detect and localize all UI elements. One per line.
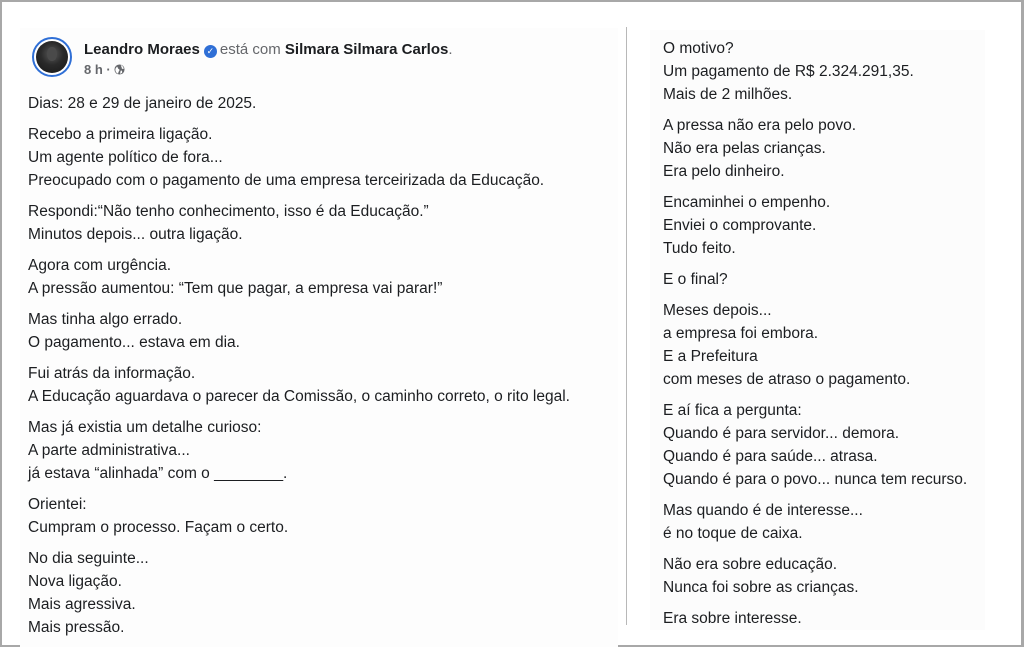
author-line: [84, 40, 453, 59]
post-paragraph: [28, 416, 618, 485]
post-text-line: Era pelo dinheiro.: [663, 163, 785, 180]
author-avatar[interactable]: [32, 37, 72, 77]
post-text-line: Não era sobre educação.: [663, 556, 838, 573]
post-body-left: [28, 92, 618, 647]
post-meta: [84, 40, 453, 77]
post-text-line: Não era pelas crianças.: [663, 140, 826, 157]
verified-badge-icon: ✓: [204, 45, 217, 58]
post-text-line: com meses de atraso o pagamento.: [663, 371, 911, 388]
post-paragraph: [28, 254, 618, 300]
post-text-line: Mas tinha algo errado.: [28, 311, 183, 328]
post-text-line: Enviei o comprovante.: [663, 217, 817, 234]
post-header: [32, 37, 453, 77]
post-text-line: E a Prefeitura: [663, 348, 758, 365]
post-paragraph: [663, 607, 1003, 630]
post-paragraph: [663, 553, 1003, 599]
post-text-line: Recebo a primeira ligação.: [28, 126, 213, 143]
post-paragraph: [663, 399, 1003, 491]
tagged-user-link[interactable]: Silmara Silmara Carlos: [284, 41, 449, 58]
post-text-line: Mas já existia um detalhe curioso:: [28, 419, 262, 436]
post-time-line: [84, 62, 453, 77]
post-text-line: é no toque de caixa.: [663, 525, 803, 542]
post-paragraph: [663, 268, 1003, 291]
post-text-line: No dia seguinte...: [28, 550, 149, 567]
post-text-line: Nova ligação.: [28, 573, 122, 590]
avatar-photo: [36, 41, 68, 73]
globe-icon: [114, 64, 125, 75]
post-text-line: Mas quando é de interesse...: [663, 502, 863, 519]
post-text-line: Um agente político de fora...: [28, 149, 223, 166]
post-paragraph: [663, 114, 1003, 183]
post-paragraph: [663, 299, 1003, 391]
post-paragraph: [663, 499, 1003, 545]
with-text: está com: [219, 41, 281, 58]
post-paragraph: [28, 123, 618, 192]
post-text-line: Respondi:“Não tenho conhecimento, isso é da Educação.”: [28, 203, 429, 220]
post-text-line: Minutos depois... outra ligação.: [28, 226, 243, 243]
post-text-line: A pressa não era pelo povo.: [663, 117, 857, 134]
post-text-line: Quando é para saúde... atrasa.: [663, 448, 878, 465]
post-text-line: Dias: 28 e 29 de janeiro de 2025.: [28, 95, 257, 112]
post-text-line: E o final?: [663, 271, 728, 288]
post-text-line: O pagamento... estava em dia.: [28, 334, 240, 351]
post-paragraph: [663, 37, 1003, 106]
post-text-line: Mais agressiva.: [28, 596, 136, 613]
post-text-line: Agora com urgência.: [28, 257, 172, 274]
post-text-line: Tudo feito.: [663, 240, 736, 257]
post-text-line: A parte administrativa...: [28, 442, 190, 459]
post-text-line: Fui atrás da informação.: [28, 365, 196, 382]
post-text-line: Preocupado com o pagamento de uma empresa terceirizada da Educação.: [28, 172, 545, 189]
post-text-line: Quando é para servidor... demora.: [663, 425, 900, 442]
post-paragraph: [28, 200, 618, 246]
author-name-link[interactable]: Leandro Moraes: [84, 41, 200, 58]
post-paragraph: [28, 308, 618, 354]
post-paragraph: [663, 191, 1003, 260]
post-text-line: A pressão aumentou: “Tem que pagar, a empresa vai parar!”: [28, 280, 443, 297]
post-text-line: Mais de 2 milhões.: [663, 86, 793, 103]
post-text-line: Meses depois...: [663, 302, 772, 319]
post-text-line: Cumpram o processo. Façam o certo.: [28, 519, 289, 536]
post-text-line: Era sobre interesse.: [663, 610, 802, 627]
post-text-line: E aí fica a pergunta:: [663, 402, 802, 419]
post-text-line: a empresa foi embora.: [663, 325, 819, 342]
post-text-line: já estava “alinhada” com o ________.: [28, 465, 288, 482]
post-text-line: Quando é para o povo... nunca tem recurso.: [663, 471, 968, 488]
post-text-line: Encaminhei o empenho.: [663, 194, 831, 211]
post-text-line: Mais pressão.: [28, 619, 125, 636]
period-text: .: [448, 41, 453, 58]
post-body-right: [663, 37, 1003, 638]
post-paragraph: [28, 92, 618, 115]
post-text-line: Orientei:: [28, 496, 87, 513]
column-divider: [626, 27, 627, 625]
post-paragraph: [28, 493, 618, 539]
post-text-line: A Educação aguardava o parecer da Comissão, o caminho correto, o rito legal.: [28, 388, 570, 405]
post-paragraph: [28, 547, 618, 639]
post-paragraph: [28, 362, 618, 408]
post-text-line: Um pagamento de R$ 2.324.291,35.: [663, 63, 914, 80]
post-text-line: Nunca foi sobre as crianças.: [663, 579, 859, 596]
post-text-line: O motivo?: [663, 40, 734, 57]
post-timestamp-link[interactable]: 8 h ·: [84, 62, 111, 77]
